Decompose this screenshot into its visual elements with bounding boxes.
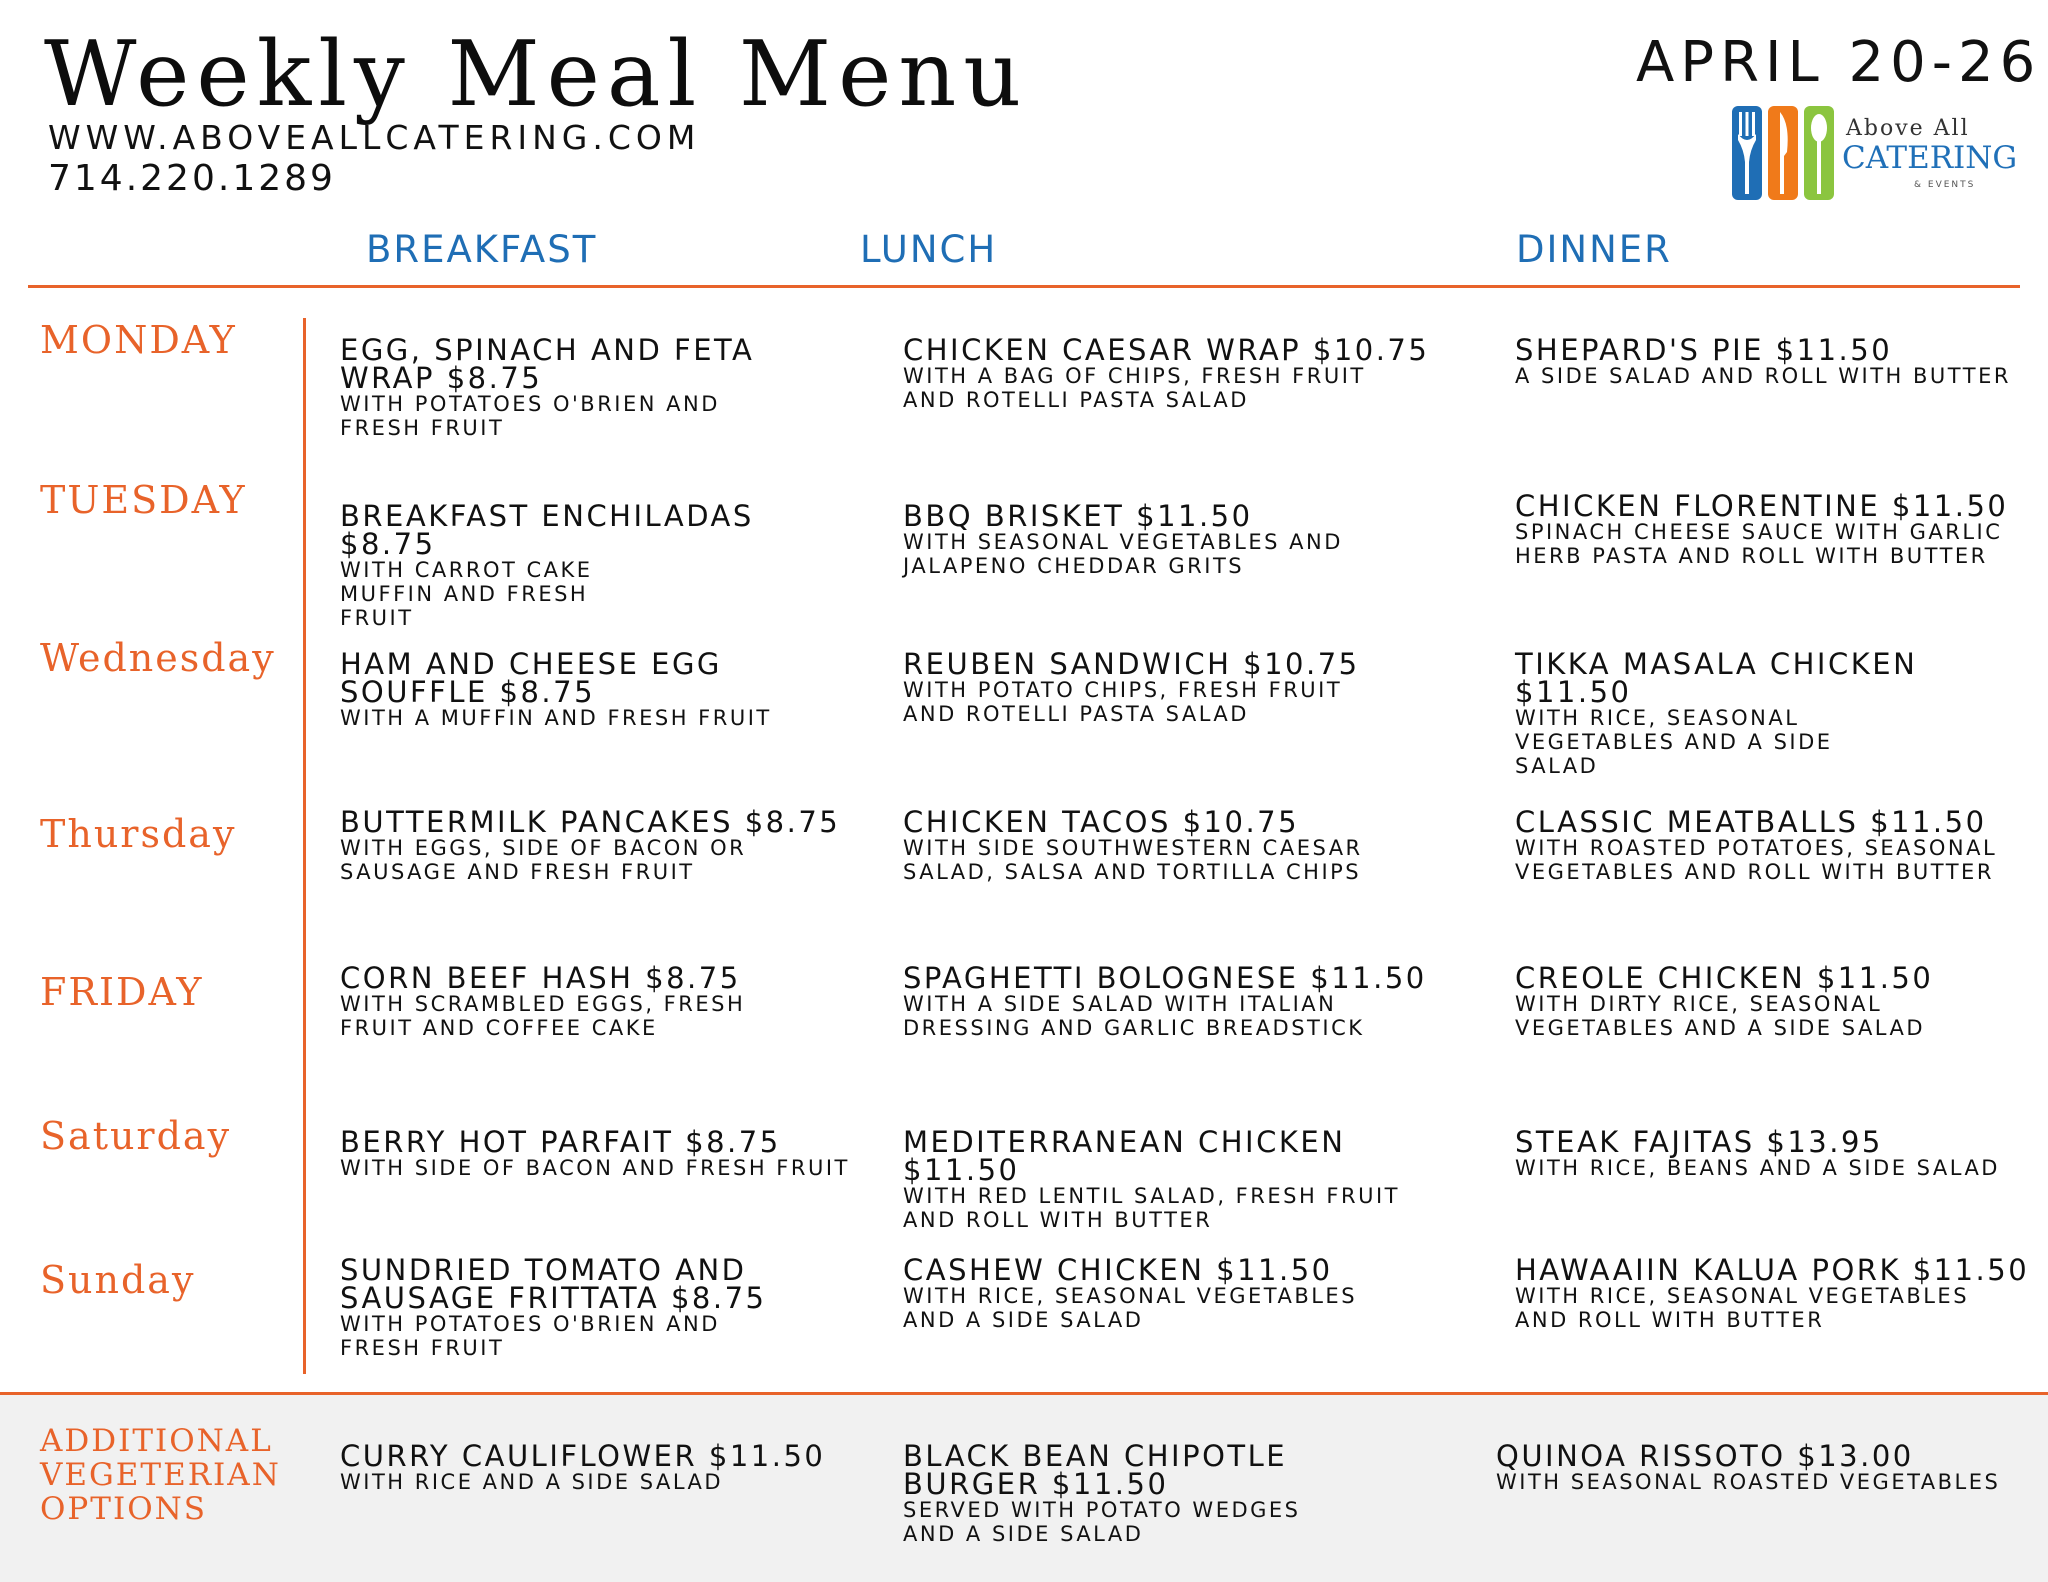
menu-item-name: CHICKEN TACOS $10.75 <box>903 805 1300 839</box>
menu-item-name: BREAKFAST ENCHILADAS $8.75 <box>340 499 754 561</box>
menu-item-name: SHEPARD'S PIE $11.50 <box>1515 333 1893 367</box>
column-header-dinner: DINNER <box>1516 228 1672 271</box>
menu-item-sunday-dinner <box>1515 1253 2035 1332</box>
menu-item-description: WITH RICE, SEASONAL VEGETABLES AND A SIDE SALAD <box>1515 706 1833 778</box>
spoon-icon <box>1804 106 1834 200</box>
menu-item-description: WITH SCRAMBLED EGGS, FRESH FRUIT AND COFFEE CAKE <box>340 992 746 1040</box>
menu-item-name: MEDITERRANEAN CHICKEN $11.50 <box>903 1125 1346 1187</box>
phone-number: 714.220.1289 <box>48 158 336 199</box>
menu-item-sunday-breakfast <box>340 1253 800 1360</box>
menu-item-tuesday-dinner <box>1515 489 2035 568</box>
menu-item-description: WITH RICE, BEANS AND A SIDE SALAD <box>1515 1156 2000 1180</box>
menu-item-friday-breakfast <box>340 961 860 1040</box>
menu-item-tuesday-lunch <box>903 499 1503 578</box>
menu-item-description: WITH SEASONAL ROASTED VEGETABLES <box>1496 1470 2001 1494</box>
menu-item-description: WITH RICE AND A SIDE SALAD <box>340 1470 724 1494</box>
menu-item-thursday-lunch <box>903 805 1503 884</box>
menu-item-name: EGG, SPINACH AND FETA WRAP $8.75 <box>340 333 755 395</box>
menu-item-description: WITH DIRTY RICE, SEASONAL VEGETABLES AND A SIDE SALAD <box>1515 992 1926 1040</box>
menu-item-description: WITH EGGS, SIDE OF BACON OR SAUSAGE AND FRESH FRUIT <box>340 836 747 884</box>
vegetarian-item-2 <box>903 1439 1323 1546</box>
menu-item-description: WITH POTATO CHIPS, FRESH FRUIT AND ROTELLI PASTA SALAD <box>903 678 1343 726</box>
menu-item-description: WITH POTATOES O'BRIEN AND FRESH FRUIT <box>340 1312 720 1360</box>
menu-item-friday-dinner <box>1515 961 2035 1040</box>
menu-item-description: WITH ROASTED POTATOES, SEASONAL VEGETABLES AND ROLL WITH BUTTER <box>1515 836 1998 884</box>
website-link[interactable]: WWW.ABOVEALLCATERING.COM <box>48 118 701 157</box>
column-header-breakfast: BREAKFAST <box>366 228 598 271</box>
menu-item-saturday-breakfast <box>340 1125 860 1180</box>
menu-item-name: CURRY CAULIFLOWER $11.50 <box>340 1439 826 1473</box>
vegetarian-section-label <box>40 1424 280 1526</box>
menu-item-wednesday-lunch <box>903 647 1503 726</box>
menu-item-name: CHICKEN FLORENTINE $11.50 <box>1515 489 2009 523</box>
menu-item-monday-breakfast <box>340 333 810 440</box>
menu-item-tuesday-breakfast <box>340 499 860 630</box>
vegetarian-label-line: OPTIONS <box>40 1491 207 1527</box>
menu-item-name: CREOLE CHICKEN $11.50 <box>1515 961 1934 995</box>
day-label-wednesday: Wednesday <box>40 636 276 680</box>
menu-item-name: BLACK BEAN CHIPOTLE BURGER $11.50 <box>903 1439 1288 1501</box>
menu-item-wednesday-breakfast <box>340 647 772 730</box>
logo-text-above-all: Above All <box>1846 116 1970 141</box>
menu-item-description: WITH CARROT CAKE MUFFIN AND FRESH FRUIT <box>340 558 593 630</box>
menu-item-monday-dinner <box>1515 333 2035 388</box>
day-column-divider <box>303 318 306 1374</box>
menu-item-description: WITH RED LENTIL SALAD, FRESH FRUIT AND ROLL WITH BUTTER <box>903 1184 1400 1232</box>
menu-item-name: CASHEW CHICKEN $11.50 <box>903 1253 1333 1287</box>
fork-icon <box>1732 106 1762 200</box>
vegetarian-divider <box>0 1392 2048 1395</box>
menu-item-friday-lunch <box>903 961 1503 1040</box>
menu-item-name: CHICKEN CAESAR WRAP $10.75 <box>903 333 1430 367</box>
vegetarian-label-line: ADDITIONAL <box>40 1423 273 1459</box>
day-label-sunday: Sunday <box>40 1258 196 1302</box>
menu-item-description: WITH RICE, SEASONAL VEGETABLES AND ROLL WITH BUTTER <box>1515 1284 1970 1332</box>
menu-item-description: SPINACH CHEESE SAUCE WITH GARLIC HERB PASTA AND ROLL WITH BUTTER <box>1515 520 2003 568</box>
header-divider <box>28 285 2020 288</box>
menu-item-description: A SIDE SALAD AND ROLL WITH BUTTER <box>1515 364 2011 388</box>
menu-item-wednesday-dinner <box>1515 647 2035 778</box>
menu-item-thursday-breakfast <box>340 805 860 884</box>
knife-icon <box>1768 106 1798 200</box>
day-label-monday: MONDAY <box>40 318 237 362</box>
menu-item-name: BUTTERMILK PANCAKES $8.75 <box>340 805 841 839</box>
menu-item-description: WITH A SIDE SALAD WITH ITALIAN DRESSING AND GARLIC BREADSTICK <box>903 992 1365 1040</box>
menu-item-sunday-lunch <box>903 1253 1503 1332</box>
menu-item-name: CORN BEEF HASH $8.75 <box>340 961 741 995</box>
logo-text-catering: CATERING <box>1842 140 2018 176</box>
menu-item-description: WITH SEASONAL VEGETABLES AND JALAPENO CHEDDAR GRITS <box>903 530 1343 578</box>
menu-item-saturday-dinner <box>1515 1125 2035 1180</box>
vegetarian-item-1 <box>340 1439 860 1494</box>
menu-item-description: WITH RICE, SEASONAL VEGETABLES AND A SIDE SALAD <box>903 1284 1358 1332</box>
menu-item-name: HAWAAIIN KALUA PORK $11.50 <box>1515 1253 2030 1287</box>
week-range: APRIL 20-26 <box>1636 30 2042 95</box>
menu-item-thursday-dinner <box>1515 805 2035 884</box>
menu-item-description: WITH A BAG OF CHIPS, FRESH FRUIT AND ROTELLI PASTA SALAD <box>903 364 1366 412</box>
menu-item-saturday-lunch <box>903 1125 1463 1232</box>
menu-item-name: BBQ BRISKET $11.50 <box>903 499 1253 533</box>
company-logo <box>1728 106 2018 200</box>
menu-item-description: WITH POTATOES O'BRIEN AND FRESH FRUIT <box>340 392 720 440</box>
vegetarian-label-line: VEGETERIAN <box>40 1457 281 1493</box>
menu-item-name: CLASSIC MEATBALLS $11.50 <box>1515 805 1987 839</box>
menu-item-name: STEAK FAJITAS $13.95 <box>1515 1125 1883 1159</box>
menu-item-description: SERVED WITH POTATO WEDGES AND A SIDE SALAD <box>903 1498 1301 1546</box>
menu-item-name: BERRY HOT PARFAIT $8.75 <box>340 1125 781 1159</box>
menu-item-name: REUBEN SANDWICH $10.75 <box>903 647 1360 681</box>
menu-item-name: SPAGHETTI BOLOGNESE $11.50 <box>903 961 1427 995</box>
menu-item-monday-lunch <box>903 333 1503 412</box>
day-label-friday: FRIDAY <box>40 970 204 1014</box>
page-title: Weekly Meal Menu <box>44 22 1029 127</box>
day-label-tuesday: TUESDAY <box>40 478 247 522</box>
menu-item-name: TIKKA MASALA CHICKEN $11.50 <box>1515 647 1918 709</box>
column-header-lunch: LUNCH <box>860 228 998 271</box>
day-label-thursday: Thursday <box>40 812 237 856</box>
menu-item-name: SUNDRIED TOMATO AND SAUSAGE FRITTATA $8.75 <box>340 1253 767 1315</box>
menu-item-name: QUINOA RISSOTO $13.00 <box>1496 1439 1914 1473</box>
menu-item-name: HAM AND CHEESE EGG SOUFFLE $8.75 <box>340 647 722 709</box>
vegetarian-item-3 <box>1496 1439 2036 1494</box>
logo-text-events: & EVENTS <box>1914 180 1976 190</box>
menu-item-description: WITH A MUFFIN AND FRESH FRUIT <box>340 706 772 730</box>
menu-item-description: WITH SIDE OF BACON AND FRESH FRUIT <box>340 1156 850 1180</box>
utensils-logo-icon <box>1728 106 1838 200</box>
day-label-saturday: Saturday <box>40 1114 232 1158</box>
menu-item-description: WITH SIDE SOUTHWESTERN CAESAR SALAD, SALSA AND TORTILLA CHIPS <box>903 836 1363 884</box>
